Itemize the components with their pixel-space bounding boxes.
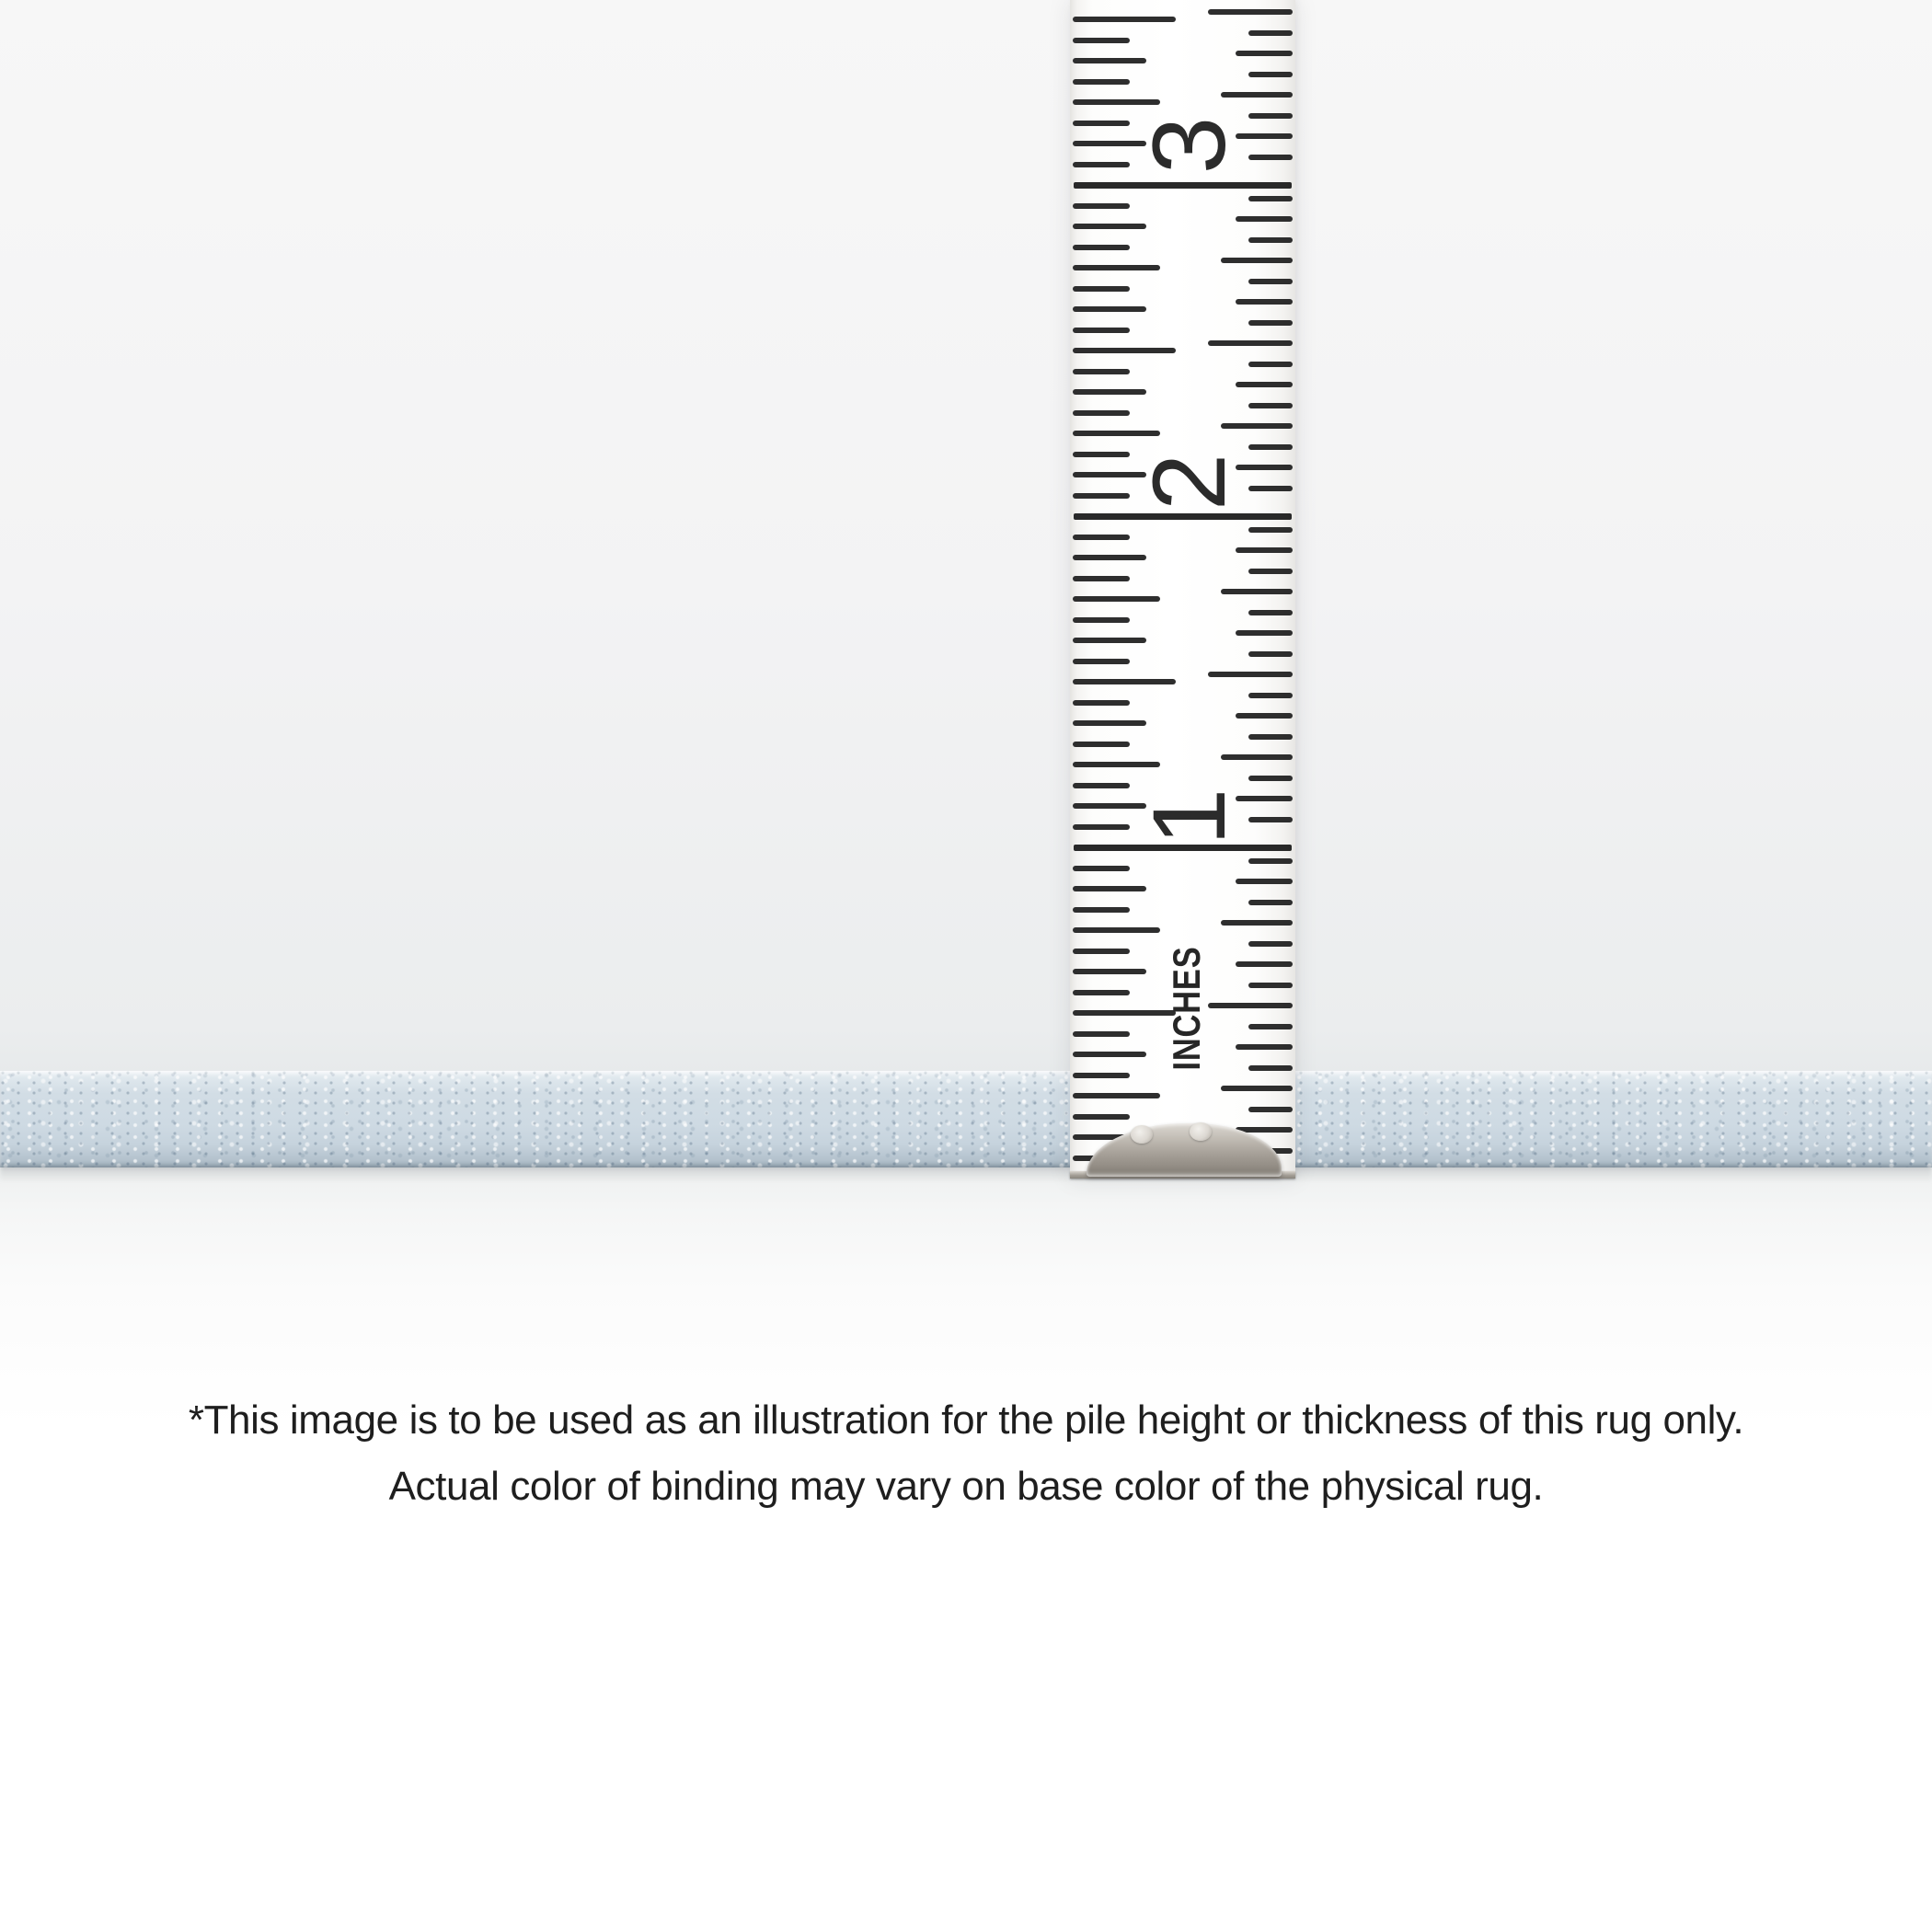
tick-mark-left (1073, 38, 1130, 43)
tick-mark-right (1248, 1107, 1293, 1112)
tick-mark-right (1248, 1065, 1293, 1071)
tick-mark-left (1073, 1114, 1130, 1120)
tick-mark-left (1073, 1031, 1130, 1037)
tick-mark-right (1248, 237, 1293, 243)
tick-mark-right (1236, 630, 1293, 636)
tick-mark-right (1248, 651, 1293, 657)
tick-mark-left (1073, 720, 1146, 726)
tick-mark-left (1073, 245, 1130, 250)
tick-mark-left (1073, 265, 1160, 270)
tick-mark-right (1208, 672, 1293, 677)
disclaimer-line-2: Actual color of binding may vary on base color of the physical rug. (388, 1464, 1544, 1509)
tick-mark-right (1221, 920, 1293, 926)
tick-mark-left (1073, 659, 1130, 664)
tick-mark-right (1236, 1044, 1293, 1050)
tick-mark-right (1208, 340, 1293, 346)
tick-mark-left (1073, 638, 1146, 643)
tick-mark-left (1073, 679, 1176, 684)
tick-mark-right (1248, 403, 1293, 408)
tick-mark-left (1073, 700, 1130, 706)
tick-mark-left (1073, 306, 1146, 312)
tick-mark-right (1236, 299, 1293, 305)
tick-mark-left (1073, 927, 1160, 933)
tick-mark-left (1073, 969, 1146, 974)
floor (0, 1167, 1932, 1932)
tick-mark-left (1073, 596, 1160, 602)
tick-mark-right (1221, 258, 1293, 263)
tick-mark-right (1248, 320, 1293, 326)
tick-mark-left (1073, 1093, 1160, 1098)
ruler-number-1: 1 (1131, 788, 1247, 846)
tick-mark-right (1248, 610, 1293, 615)
tick-mark-right (1236, 382, 1293, 387)
tick-mark-right (1208, 1003, 1293, 1008)
tick-mark-left (1073, 907, 1130, 913)
tick-mark-right (1248, 983, 1293, 988)
tick-mark-right (1248, 279, 1293, 284)
disclaimer-line-1: *This image is to be used as an illustration for the pile height or thickness of this rug only. (188, 1397, 1744, 1443)
tick-mark-right (1221, 589, 1293, 594)
tick-mark-left (1073, 389, 1146, 395)
disclaimer-caption (0, 1387, 1932, 1520)
tick-mark-right (1221, 1086, 1293, 1091)
tick-mark-left (1073, 1010, 1176, 1016)
rivet-icon (1190, 1122, 1212, 1141)
rivet-icon (1131, 1125, 1153, 1144)
tick-mark-left (1073, 328, 1130, 333)
tick-mark-left (1073, 369, 1130, 374)
tick-mark-right (1208, 9, 1293, 15)
ruler-number-3: 3 (1131, 116, 1247, 175)
tick-mark-right (1236, 961, 1293, 967)
tick-mark-right (1248, 900, 1293, 905)
tick-mark-right (1248, 734, 1293, 740)
tick-mark-left (1073, 990, 1130, 995)
tick-mark-right (1248, 1024, 1293, 1029)
tick-mark-left (1073, 1073, 1130, 1078)
tick-mark-left (1073, 576, 1130, 581)
tick-mark-left (1073, 617, 1130, 623)
tick-mark-right (1248, 693, 1293, 698)
tick-mark-right (1236, 51, 1293, 56)
ruler (1070, 0, 1295, 1179)
tick-mark-left (1073, 286, 1130, 292)
rug-edge (0, 1071, 1932, 1167)
tick-mark-left (1073, 58, 1146, 63)
ruler-unit-label: INCHES (1165, 946, 1208, 1071)
tick-mark-right (1248, 569, 1293, 574)
tick-mark-left (1073, 17, 1176, 22)
tick-mark-right (1236, 713, 1293, 719)
tick-mark-right (1248, 362, 1293, 367)
tick-mark-left (1073, 224, 1146, 229)
tick-mark-left (1073, 1052, 1146, 1057)
tick-mark-left (1073, 949, 1130, 954)
tick-mark-right (1248, 30, 1293, 36)
ruler-number-2: 2 (1131, 453, 1247, 512)
tick-mark-right (1248, 941, 1293, 947)
tick-mark-left (1073, 348, 1176, 353)
